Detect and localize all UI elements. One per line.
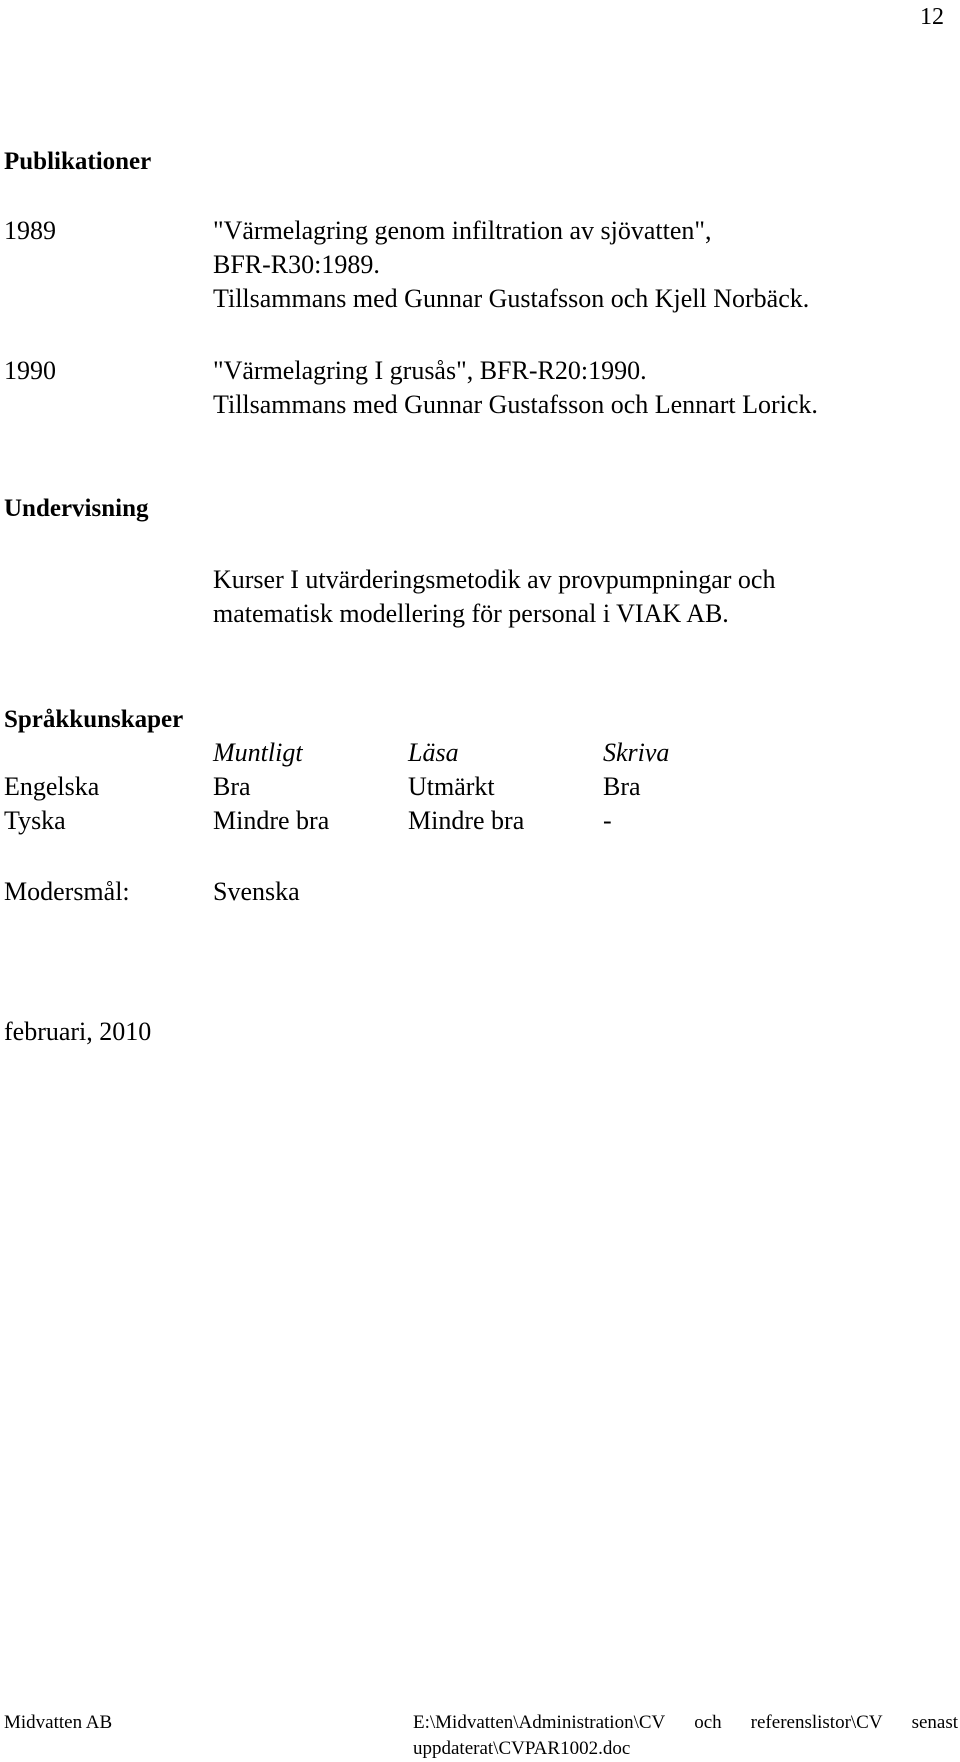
language-name: Engelska	[4, 772, 100, 801]
language-name: Tyska	[4, 806, 66, 835]
footer-company: Midvatten AB	[4, 1712, 113, 1733]
publication-1989-line-3: Tillsammans med Gunnar Gustafsson och Kjell Norbäck.	[213, 284, 810, 313]
language-row	[0, 804, 960, 838]
language-lasa: Mindre bra	[408, 806, 525, 835]
languages-column-headers	[0, 736, 960, 770]
language-skriva: Bra	[603, 772, 641, 801]
teaching-heading: Undervisning	[4, 495, 149, 522]
column-header-skriva: Skriva	[603, 738, 670, 767]
language-lasa: Utmärkt	[408, 772, 495, 801]
footer-path-line-1	[413, 1710, 958, 1736]
publication-year-1990: 1990	[4, 356, 56, 385]
publication-1990-line-2: Tillsammans med Gunnar Gustafsson och Lennart Lorick.	[213, 390, 818, 419]
native-language-value: Svenska	[213, 877, 300, 906]
publication-1989-line-2: BFR-R30:1989.	[213, 250, 380, 279]
footer-path-line-2: uppdaterat\CVPAR1002.doc	[413, 1738, 631, 1759]
page-number: 12	[920, 4, 944, 30]
native-language-label: Modersmål:	[4, 877, 130, 906]
column-header-lasa: Läsa	[408, 738, 459, 767]
language-muntligt: Mindre bra	[213, 806, 330, 835]
language-row	[0, 770, 960, 804]
publication-year-1989: 1989	[4, 216, 56, 245]
document-date: februari, 2010	[4, 1017, 152, 1046]
languages-heading: Språkkunskaper	[4, 706, 184, 733]
footer-path-part: referenslistor\CV	[750, 1712, 883, 1733]
footer-path-part: och	[694, 1712, 722, 1733]
column-header-muntligt: Muntligt	[213, 738, 303, 767]
footer-path-part: senast	[911, 1712, 958, 1733]
publication-1990-line-1: "Värmelagring I grusås", BFR-R20:1990.	[213, 356, 647, 385]
footer-path	[413, 1710, 958, 1762]
teaching-line-1: Kurser I utvärderingsmetodik av provpumpningar och	[213, 565, 776, 594]
teaching-line-2: matematisk modellering för personal i VIAK AB.	[213, 599, 729, 628]
footer-path-part: E:\Midvatten\Administration\CV	[413, 1712, 666, 1733]
publication-1989-line-1: "Värmelagring genom infiltration av sjövatten",	[213, 216, 712, 245]
language-skriva: -	[603, 806, 612, 835]
publications-heading: Publikationer	[4, 148, 152, 175]
language-muntligt: Bra	[213, 772, 251, 801]
